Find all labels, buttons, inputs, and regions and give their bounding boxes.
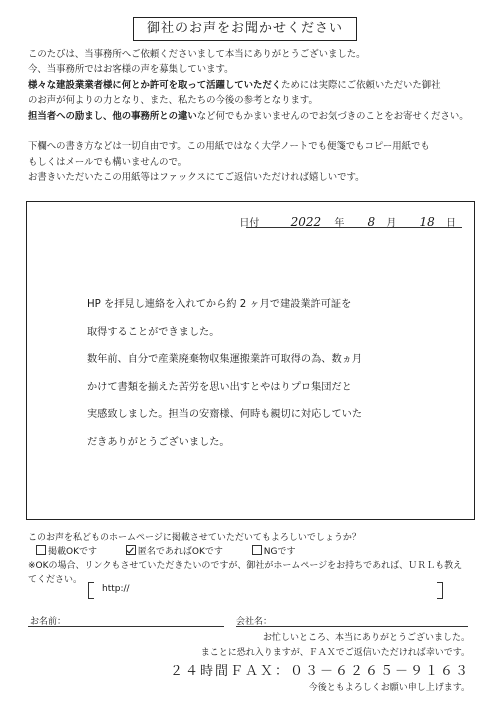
consent-option-ok[interactable]: 掲載OKです bbox=[36, 547, 97, 557]
testimonial-line: HP を拝見し連絡を入れてから約 2 ヶ月で建設業許可証を bbox=[87, 299, 352, 310]
consent-question: このお声を私どものホームページに掲載させていただいてもよろしいでしょうか？ bbox=[28, 533, 361, 543]
footer-thanks: お忙しいところ、本当にありがとうございました。 bbox=[262, 633, 470, 643]
testimonial-line: かけて書類を揃えた苦労を思い出すとやはりプロ集団だと bbox=[87, 381, 352, 393]
testimonial-line: 数年前、自分で産業廃棄物収集運搬業許可取得の為、数ヵ月 bbox=[87, 354, 363, 366]
testimonial-line: だきありがとうございました。 bbox=[87, 436, 230, 448]
date-year: 2022 bbox=[290, 215, 322, 229]
date-year-unit: 年 bbox=[334, 218, 345, 229]
intro-line-3-rest: ためには実際にご依頼いただいた御社 bbox=[281, 80, 441, 91]
date-month-unit: 月 bbox=[386, 218, 397, 229]
consent-option-anonymous[interactable]: 匿名であればOKです bbox=[126, 547, 223, 557]
company-field[interactable] bbox=[236, 626, 468, 627]
consent-note-2: てください。 bbox=[28, 575, 83, 585]
intro-line-7: もしくはメールでも構いませんので。 bbox=[28, 157, 188, 168]
fax-number: ２４時間ＦＡＸ：０３－６２６５－９１６３ bbox=[169, 664, 470, 679]
intro-line-8: お書きいただいたこの用紙等はファックスにてご返信いただければ嬉しいです。 bbox=[28, 172, 365, 183]
date-day: 18 bbox=[419, 215, 435, 229]
footer-fax-request: まことに恐れ入りますが、ＦＡＸでご返信いただければ幸いです。 bbox=[200, 648, 470, 658]
url-field[interactable] bbox=[88, 582, 443, 597]
intro-line-4: のお声が何よりの力となり、また、私たちの今後の参考となります。 bbox=[28, 95, 318, 106]
testimonial-line: 実感致しました。担当の安齋様、何時も親切に対応していた bbox=[87, 409, 363, 421]
name-field[interactable] bbox=[28, 626, 224, 627]
date-month: 8 bbox=[367, 215, 376, 229]
date-day-unit: 日 bbox=[446, 218, 456, 229]
intro-line-5-tail: い。 bbox=[449, 111, 469, 122]
consent-options bbox=[28, 545, 462, 559]
date-underline bbox=[246, 227, 462, 228]
intro-line-6: 下欄への書き方などは一切自由です。この用紙ではなく大学ノートでも便箋でもコピー用紙でも bbox=[28, 141, 430, 152]
intro-line-5-rest: など何でもかまいませんのでお気づきのことをお寄せくださ bbox=[196, 111, 450, 122]
name-label: お名前： bbox=[30, 617, 67, 627]
checkbox-ok[interactable] bbox=[36, 545, 46, 555]
form-title: 御社のお声をお聞かせください bbox=[133, 17, 357, 41]
checkbox-ng[interactable] bbox=[252, 545, 262, 555]
testimonial-text bbox=[87, 291, 417, 457]
company-label: 会社名： bbox=[236, 617, 273, 627]
intro-line-1: このたびは、当事務所へご依頼くださいまして本当にありがとうございました。 bbox=[28, 49, 366, 60]
intro-emphasis-1: 様々な建設業業者様に何とか許可を取って活躍していただく bbox=[28, 80, 282, 91]
checkbox-anonymous[interactable] bbox=[126, 545, 136, 555]
intro-line-2: 今、当事務所ではお客様の声を募集しています。 bbox=[28, 64, 234, 75]
intro-emphasis-2: 担当者への励まし、他の事務所との違い bbox=[28, 111, 197, 122]
footer-closing: 今後ともよろしくお願い申し上げます。 bbox=[308, 683, 470, 693]
consent-note-1: ※OKの場合、リンクもさせていただきたいのですが、御社がホームページをお持ちであれば、ＵＲＬも教え bbox=[28, 561, 463, 571]
intro-line-3 bbox=[28, 78, 478, 93]
date-label: 日付 bbox=[239, 218, 260, 229]
consent-option-ng[interactable]: NGです bbox=[252, 547, 296, 557]
intro-line-5 bbox=[28, 109, 478, 124]
testimonial-line: 取得することができました。 bbox=[87, 326, 220, 338]
consent-section bbox=[28, 531, 462, 587]
url-placeholder: http:// bbox=[102, 584, 130, 594]
